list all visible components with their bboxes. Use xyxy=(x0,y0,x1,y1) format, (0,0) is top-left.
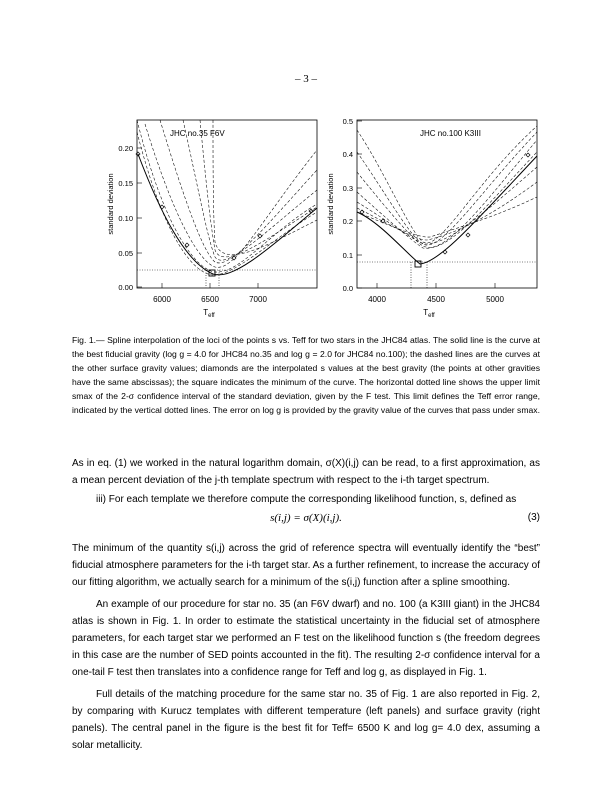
confidence-lines xyxy=(357,262,537,288)
figure-panel-right xyxy=(325,112,555,322)
figure-panel-left xyxy=(105,112,335,322)
confidence-lines xyxy=(137,270,317,288)
y-tick-label: 0.15 xyxy=(118,179,133,188)
y-axis-label: standard deviation xyxy=(326,173,335,235)
y-tick-label: 0.0 xyxy=(342,284,353,293)
x-axis-label: $T_{eff}$ xyxy=(203,308,215,319)
paragraph-text: iii) For each template we therefore compute the corresponding likelihood function, s, defined as xyxy=(96,494,517,505)
dashed-curves xyxy=(137,120,317,275)
diamond-markers xyxy=(136,152,313,260)
axis-ticks xyxy=(137,148,258,288)
y-tick-label: 0.20 xyxy=(118,144,133,153)
y-tick-label: 0.2 xyxy=(342,217,353,226)
x-tick-label: 5000 xyxy=(486,295,504,304)
x-tick-label: 6500 xyxy=(201,295,219,304)
equation-expression: s(i,j) = σ(X)(i,j). xyxy=(270,512,342,524)
paragraph-likelihood-intro xyxy=(72,491,540,508)
y-tick-label: 0.3 xyxy=(342,184,353,193)
y-tick-label: 0.05 xyxy=(118,249,133,258)
paragraph-minimum: The minimum of the quantity s(i,j) across the grid of reference spectra will eventually identify the “best” fiducial atmosphere parameters for the i-th target star. As a further refinement, to increase the accuracy of our fitting algorithm, we actually search for a minimum of the s(i,j) function after a spline smoothing. xyxy=(72,543,540,588)
panel-label: JHC no.100 K3III xyxy=(420,129,481,138)
y-tick-label: 0.4 xyxy=(342,150,353,159)
y-tick-label: 0.5 xyxy=(342,117,353,126)
figure-caption: Fig. 1.— Spline interpolation of the loci of the points s vs. Teff for two stars in the JHC84 atlas. The solid line is the curve at the best fiducial gravity (log g = 4.0 for JHC84 no.35 and log g = 2.0 for JHC84 no.100); the dashed lines are the curves at the other surface gravity values; diamonds are the interpolated s values at the best gravity (the points at other gravities have the same abscissas); the square indicates the minimum of the curve. The horizontal dotted line shows the upper limit smax of the 2-σ confidence interval of the standard deviation, given by the F test. This limit defines the Teff error range, indicated by the vertical dotted lines. The error on log g is provided by the gravity value of the curves that pass under smax. xyxy=(72,335,540,415)
x-tick-label: 4500 xyxy=(427,295,445,304)
y-tick-label: 0.00 xyxy=(118,283,133,292)
paragraph-example xyxy=(72,596,540,681)
panel-label: JHC no.35 F6V xyxy=(170,129,225,138)
plot-frame xyxy=(137,120,317,288)
best-fit-curve xyxy=(357,156,537,264)
paragraph-text: An example of our procedure for star no. 35 (an F6V dwarf) and no. 100 (a K3III giant) in the JHC84 atlas is shown in Fig. 1. In order to estimate the statistical uncertainty in the fiducial set of atmosphere parameters, for each target star we performed an F test on the likelihood function s (the freedom degrees in this case are the number of SED points accounted in the fit). The resulting 2-σ confidence interval for a one-tail F test then translates into a confidence range for Teff and log g, as displayed in Fig. 1. xyxy=(72,599,540,678)
x-tick-label: 6000 xyxy=(153,295,171,304)
paragraph-eq-domain: As in eq. (1) we worked in the natural logarithm domain, σ(X)(i,j) can be read, to a first approximation, as a mean percent deviation of the j-th template spectrum with respect to the i-th target spectrum. xyxy=(72,458,540,486)
plot-left xyxy=(105,112,335,322)
y-tick-label: 0.1 xyxy=(342,251,353,260)
y-tick-label: 0.10 xyxy=(118,214,133,223)
equation-3 xyxy=(72,512,540,532)
plot-right xyxy=(325,112,555,322)
equation-number: (3) xyxy=(527,512,540,523)
x-tick-label: 4000 xyxy=(368,295,386,304)
x-axis-label: $T_{eff}$ xyxy=(423,308,435,319)
axis-ticks xyxy=(357,121,495,288)
paragraph-details xyxy=(72,686,540,754)
x-tick-label: 7000 xyxy=(249,295,267,304)
plot-frame xyxy=(357,120,537,288)
page-number: – 3 – xyxy=(295,73,317,85)
y-axis-label: standard deviation xyxy=(106,173,115,235)
paragraph-text: Full details of the matching procedure for the same star no. 35 of Fig. 1 are also reported in Fig. 2, by comparing with Kurucz templates with different temperature (left panels) and surface gravity (right panels). The central panel in the figure is the best fit for Teff= 6500 K and log g= 4.0 dex, assuming a solar metallicity. xyxy=(72,689,540,751)
